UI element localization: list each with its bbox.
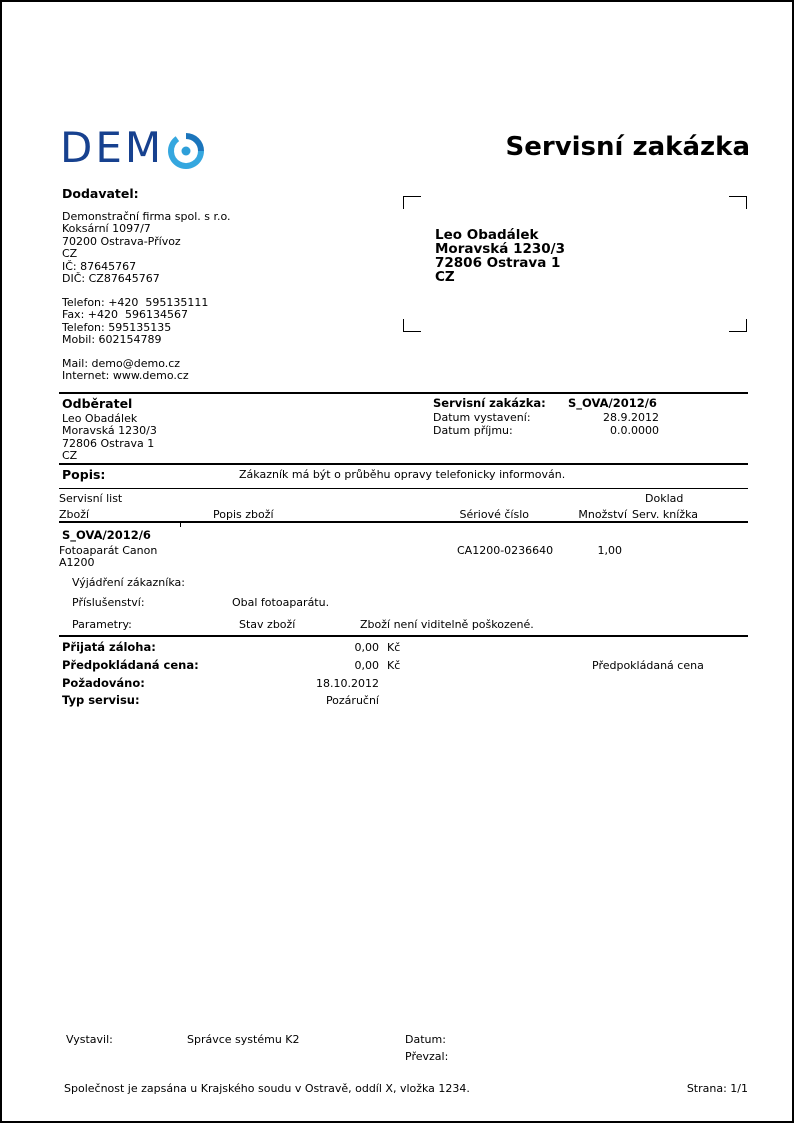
description-text: Zákazník má být o průběhu opravy telefonicky informován.: [239, 468, 566, 481]
parameter-name: Stav zboží: [239, 618, 296, 631]
customer-address-block: [62, 413, 157, 463]
deposit-currency: Kč: [387, 641, 401, 654]
date-label: Datum:: [405, 1033, 446, 1046]
issue-date-value: 28.9.2012: [603, 411, 659, 424]
parameters-label: Parametry:: [72, 618, 132, 631]
divider-line: [59, 488, 748, 489]
issued-by-value: Správce systému K2: [187, 1033, 300, 1046]
column-separator-tick: [180, 521, 181, 527]
column-header-mnozstvi: Množství: [578, 508, 627, 521]
window-corner-bottom-left: [403, 319, 421, 332]
mailing-address-line: 72806 Ostrava 1: [435, 255, 561, 271]
supplier-label: Dodavatel:: [62, 186, 139, 201]
supplier-web-line: Internet: www.demo.cz: [62, 369, 189, 383]
window-corner-bottom-right: [729, 319, 747, 332]
supplier-ic-line: IČ: 87645767: [62, 259, 137, 273]
page-title: Servisní zakázka: [505, 132, 750, 162]
required-date-label: Požadováno:: [62, 676, 145, 690]
order-number-value: S_OVA/2012/6: [568, 396, 657, 410]
column-header-zbozi: Zboží: [59, 508, 90, 521]
item-serial-number: CA1200-0236640: [457, 544, 554, 557]
service-list-label: Servisní list: [59, 492, 123, 505]
service-type-value: Pozáruční: [325, 694, 379, 707]
supplier-phone-line: Telefon: 595135135: [62, 320, 172, 334]
company-registration-note: Společnost je zapsána u Krajského soudu v Ostravě, oddíl X, vložka 1234.: [64, 1082, 470, 1095]
logo-text: DEM: [60, 123, 165, 172]
supplier-fax-line: Fax: +420 596134567: [62, 308, 188, 322]
estimated-price-currency: Kč: [387, 659, 401, 672]
doklad-label: Doklad: [645, 492, 684, 505]
supplier-dic-line: DIČ: CZ87645767: [62, 272, 160, 286]
required-date-value: 18.10.2012: [316, 677, 379, 690]
supplier-address-line: CZ: [62, 247, 78, 261]
supplier-online-block: [62, 358, 189, 383]
column-header-popis-zbozi: Popis zboží: [213, 508, 274, 521]
customer-address-line: 72806 Ostrava 1: [62, 436, 155, 450]
supplier-phones-block: [62, 297, 208, 347]
item-name-line1: Fotoaparát Canon: [59, 544, 158, 557]
supplier-address-block: [62, 211, 231, 285]
service-type-label: Typ servisu:: [62, 693, 140, 707]
receipt-date-value: 0.0.0000: [610, 424, 659, 437]
issued-by-label: Vystavil:: [66, 1033, 113, 1046]
column-header-serv-knizka: Serv. knížka: [632, 508, 699, 521]
page-number: Strana: 1/1: [686, 1082, 748, 1095]
issue-date-label: Datum vystavení:: [433, 411, 531, 424]
mailing-address-line: Leo Obadálek: [435, 227, 539, 243]
divider-line: [59, 392, 748, 394]
column-header-seriove-cislo: Sériové číslo: [459, 508, 529, 521]
divider-line: [59, 463, 748, 465]
mailing-address-line: CZ: [435, 269, 455, 285]
window-corner-top-right: [729, 196, 747, 209]
mailing-address-line: Moravská 1230/3: [435, 241, 565, 257]
deposit-label: Přijatá záloha:: [62, 640, 156, 654]
parameter-value: Zboží není viditelně poškozené.: [360, 618, 534, 631]
supplier-address-line: 70200 Ostrava-Přívoz: [62, 234, 181, 248]
item-name-line2: A1200: [59, 556, 95, 569]
divider-line: [59, 635, 748, 637]
deposit-value: 0,00: [354, 641, 379, 654]
customer-label: Odběratel: [62, 396, 133, 411]
supplier-mobile-line: Mobil: 602154789: [62, 333, 162, 347]
logo-o-icon: [163, 128, 209, 174]
estimated-price-note: Předpokládaná cena: [592, 660, 704, 672]
customer-address-line: CZ: [62, 449, 78, 463]
estimated-price-value: 0,00: [354, 659, 379, 672]
supplier-mail-line: Mail: demo@demo.cz: [62, 357, 181, 370]
order-group-heading: S_OVA/2012/6: [62, 528, 151, 542]
supplier-phone-line: Telefon: +420 595135111: [62, 296, 209, 309]
accessories-label: Příslušenství:: [72, 596, 145, 609]
order-number-label: Servisní zakázka:: [433, 396, 546, 410]
received-by-label: Převzal:: [405, 1050, 449, 1063]
receipt-date-label: Datum příjmu:: [433, 424, 513, 437]
customer-address-line: Leo Obadálek: [62, 412, 138, 425]
estimated-price-label: Předpokládaná cena:: [62, 658, 199, 672]
customer-statement-label: Výjádření zákazníka:: [72, 576, 185, 589]
description-label: Popis:: [62, 467, 106, 482]
window-corner-top-left: [403, 196, 421, 209]
item-quantity: 1,00: [597, 544, 622, 557]
accessories-value: Obal fotoaparátu.: [232, 596, 330, 609]
mailing-address-block: [435, 228, 565, 284]
supplier-address-line: Demonstrační firma spol. s r.o.: [62, 210, 231, 223]
supplier-address-line: Koksární 1097/7: [62, 222, 151, 236]
table-header-underline: [59, 521, 748, 523]
customer-address-line: Moravská 1230/3: [62, 424, 157, 438]
